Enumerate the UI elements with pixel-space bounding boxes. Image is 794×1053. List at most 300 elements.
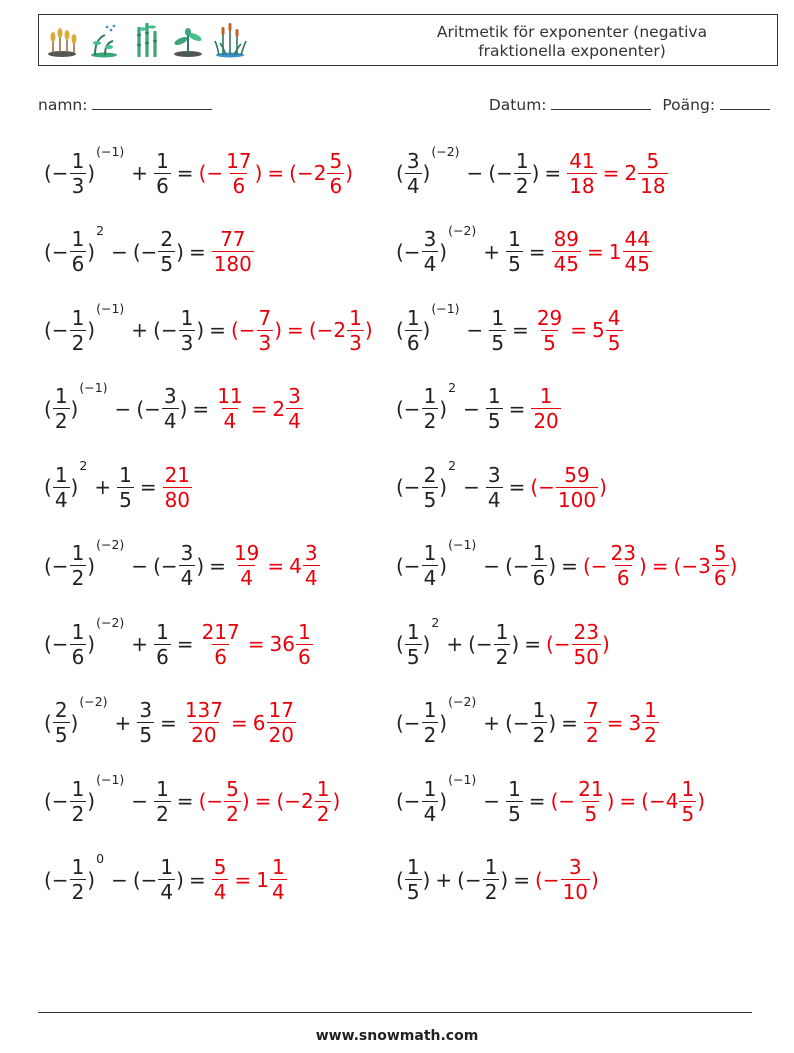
fraction [514, 148, 531, 198]
problem-row [44, 611, 774, 690]
numerator: 21 [578, 776, 604, 801]
exponent: (−1) [96, 144, 125, 159]
answer [211, 229, 255, 274]
answer [230, 305, 373, 355]
problem-4b [396, 376, 562, 442]
fraction [200, 619, 242, 669]
denominator: 20 [191, 723, 217, 747]
operator: − [466, 318, 484, 342]
name-field [38, 94, 212, 114]
numerator: 137 [184, 698, 223, 722]
denominator: 5 [681, 801, 695, 826]
expression-text: (− [198, 161, 224, 185]
header-box [38, 14, 778, 66]
fraction [232, 543, 261, 588]
numerator: 1 [54, 462, 68, 487]
numerator: 19 [233, 541, 260, 565]
numerator: 3 [180, 541, 194, 565]
expression-text: ) [422, 161, 431, 185]
numerator: 3 [423, 227, 437, 251]
exponent: (−2) [431, 144, 460, 159]
numerator: 1 [487, 384, 501, 408]
denominator: 10 [562, 880, 589, 904]
operator: = [561, 710, 578, 735]
expression-text: ( [396, 867, 404, 892]
expression-text: (− [198, 789, 224, 813]
expression-text: ) [439, 239, 448, 264]
fraction [70, 148, 87, 198]
exponent: (−1) [96, 301, 125, 316]
answer [566, 148, 668, 198]
numerator: 23 [610, 541, 636, 565]
expression-text: ) [332, 789, 341, 813]
operator: = [619, 789, 637, 813]
operator: = [209, 318, 226, 342]
operator: = [176, 161, 194, 185]
numerator: 1 [539, 384, 553, 408]
fraction [215, 386, 244, 431]
expression-text: ( [396, 318, 404, 342]
denominator: 5 [160, 252, 174, 276]
exponent: 2 [79, 458, 88, 473]
problem-2b [396, 219, 653, 285]
denominator: 6 [297, 644, 311, 669]
operator: + [114, 710, 132, 735]
operator: = [267, 553, 285, 578]
operator: = [160, 710, 177, 735]
operator: = [524, 632, 541, 656]
fraction [163, 462, 192, 512]
numerator: 1 [491, 305, 505, 330]
denominator: 50 [573, 644, 599, 669]
denominator: 2 [495, 644, 509, 669]
bamboo-icon [129, 21, 163, 59]
fraction [53, 700, 70, 745]
denominator: 5 [54, 723, 68, 747]
numerator: 1 [406, 305, 420, 330]
operator: = [544, 161, 562, 185]
denominator: 4 [271, 880, 285, 904]
numerator: 44 [624, 227, 650, 251]
operator: + [483, 710, 501, 735]
fraction [556, 462, 598, 512]
expression-text: ) [87, 239, 96, 264]
expression-text: ) [729, 553, 738, 578]
answer [211, 857, 288, 902]
denominator: 5 [406, 880, 420, 904]
problem-7a [44, 611, 314, 677]
problem-row [44, 690, 774, 769]
denominator: 5 [406, 644, 420, 669]
expression-text: (−2 [289, 161, 327, 185]
expression-text: 2 [272, 396, 286, 421]
fraction [154, 776, 171, 826]
answer [545, 619, 610, 669]
operator: − [483, 553, 501, 578]
title-line-1: Aritmetik för exponenter (negativa [436, 23, 708, 41]
answer [530, 386, 561, 431]
denominator: 2 [54, 409, 68, 433]
footer-divider [38, 1012, 752, 1013]
numerator: 17 [268, 698, 294, 722]
problem-row [44, 297, 774, 376]
expression-text: ) [87, 318, 96, 342]
operator: + [446, 632, 464, 656]
expression-text: (− [550, 789, 576, 813]
operator: = [528, 239, 546, 264]
numerator: 23 [573, 619, 599, 644]
fraction [552, 229, 581, 274]
expression-text: (− [468, 632, 493, 656]
expression-text: (− [44, 239, 69, 264]
denominator: 4 [160, 880, 174, 904]
expression-text: ) [601, 632, 610, 656]
expression-text: (− [132, 867, 158, 892]
denominator: 5 [508, 252, 521, 276]
numerator: 21 [164, 462, 191, 487]
operator: = [234, 867, 252, 892]
operator: + [94, 475, 112, 499]
answer [534, 305, 624, 355]
expression-text: ) [196, 553, 205, 578]
expression-text: ( [44, 710, 52, 735]
worksheet-title [407, 23, 737, 61]
fraction [405, 857, 422, 902]
numerator: 1 [271, 855, 285, 879]
operator: = [512, 318, 529, 342]
operator: = [602, 161, 620, 185]
expression-text: 1 [608, 239, 622, 264]
denominator: 6 [156, 173, 169, 198]
title-line-2: fraktionella exponenter) [478, 42, 666, 60]
fraction [506, 776, 523, 826]
denominator: 2 [585, 723, 599, 747]
expression-text: ) [548, 710, 557, 735]
expression-text: (− [396, 789, 421, 813]
numerator: 4 [607, 305, 621, 330]
operator: = [513, 867, 530, 892]
denominator: 4 [423, 252, 437, 276]
denominator: 4 [223, 409, 237, 433]
expression-text: ) [196, 318, 205, 342]
exponent: (−2) [79, 693, 108, 709]
fraction [405, 305, 422, 355]
denominator: 6 [232, 173, 246, 198]
numerator: 2 [54, 698, 68, 722]
denominator: 2 [532, 723, 546, 747]
expression-text: ) [87, 867, 96, 892]
expression-text: ) [439, 396, 448, 421]
fraction [531, 543, 548, 588]
numerator: 2 [160, 227, 174, 251]
expression-text: (− [153, 318, 178, 342]
denominator: 6 [713, 566, 727, 590]
fraction [535, 305, 564, 355]
operator: − [131, 789, 149, 813]
expression-text: (− [535, 867, 560, 892]
numerator: 1 [297, 619, 311, 644]
numerator: 29 [536, 305, 563, 330]
numerator: 1 [508, 227, 521, 251]
operator: + [131, 161, 149, 185]
expression-text: (− [505, 710, 530, 735]
operator: = [209, 553, 226, 578]
numerator: 1 [423, 384, 437, 408]
numerator: 1 [156, 619, 169, 644]
fraction [576, 776, 605, 826]
expression-text: ) [241, 789, 250, 813]
expression-text: ) [606, 789, 615, 813]
fraction [137, 700, 154, 745]
expression-text: ) [176, 239, 184, 264]
expression-text: (− [44, 318, 69, 342]
denominator: 2 [423, 409, 437, 433]
numerator: 3 [487, 462, 501, 487]
exponent: (−2) [96, 536, 125, 552]
numerator: 3 [163, 384, 177, 408]
answer [162, 462, 193, 512]
numerator: 1 [180, 305, 194, 330]
expression-text: (− [396, 553, 421, 578]
denominator: 18 [640, 173, 666, 198]
denominator: 6 [214, 644, 228, 669]
numerator: 5 [329, 148, 343, 173]
fraction [154, 148, 171, 198]
answer [198, 776, 341, 826]
expression-text: ) [422, 318, 431, 342]
exponent: 2 [96, 222, 105, 238]
numerator: 1 [406, 855, 420, 879]
expression-text: (− [545, 632, 571, 656]
expression-text: ) [500, 867, 509, 892]
fraction [642, 700, 659, 745]
expression-text: (− [44, 553, 69, 578]
denominator: 80 [164, 487, 191, 512]
numerator: 1 [515, 148, 529, 173]
denominator: 5 [584, 801, 598, 826]
expression-text: 3 [628, 710, 642, 735]
expression-text: ) [511, 632, 520, 656]
fraction [422, 543, 439, 588]
date-blank[interactable] [551, 94, 651, 110]
fraction [405, 148, 422, 198]
denominator: 2 [316, 801, 330, 826]
numerator: 3 [288, 384, 301, 408]
fraction [53, 462, 70, 512]
expression-text: (−2 [308, 318, 347, 342]
denominator: 2 [156, 801, 169, 826]
fraction [327, 148, 344, 198]
expression-text: ) [70, 475, 79, 499]
fraction [712, 543, 729, 588]
denominator: 2 [71, 801, 85, 826]
fraction [623, 229, 652, 274]
denominator: 6 [71, 644, 85, 669]
fraction [315, 776, 332, 826]
operator: + [435, 867, 453, 892]
fraction [267, 700, 296, 745]
problem-9b [396, 768, 705, 834]
fraction [70, 305, 87, 355]
exponent: (−1) [96, 772, 125, 787]
fraction [486, 386, 503, 431]
problem-9a [44, 768, 340, 834]
operator: = [176, 789, 194, 813]
fraction [183, 700, 225, 745]
answer [199, 619, 314, 669]
expression-text: ) [439, 553, 448, 578]
fraction [70, 857, 87, 902]
expression-text: ( [396, 632, 404, 656]
numerator: 77 [220, 227, 246, 251]
fraction [257, 305, 274, 355]
expression-text: (− [44, 161, 69, 185]
expression-text: ) [439, 710, 448, 735]
fraction [303, 543, 320, 588]
numerator: 11 [217, 384, 243, 408]
fraction [224, 776, 241, 826]
expression-text: (− [132, 239, 158, 264]
fraction [584, 700, 601, 745]
denominator: 100 [557, 487, 597, 512]
denominator: 2 [515, 173, 529, 198]
operator: = [254, 789, 272, 813]
denominator: 180 [213, 252, 252, 276]
expression-text: (− [396, 396, 421, 421]
exponent: 2 [431, 615, 440, 630]
expression-text: ) [179, 396, 188, 421]
name-blank[interactable] [92, 94, 212, 110]
reeds-icon [213, 21, 247, 59]
operator: = [192, 396, 210, 421]
exponent: 2 [448, 458, 457, 473]
denominator: 20 [268, 723, 294, 747]
denominator: 6 [532, 566, 546, 590]
denominator: 5 [423, 487, 437, 512]
fraction [70, 619, 87, 669]
problem-5b [396, 454, 607, 520]
fraction [609, 543, 638, 588]
denominator: 6 [329, 173, 343, 198]
expression-text: ) [531, 161, 540, 185]
fraction [561, 857, 590, 902]
denominator: 4 [54, 487, 68, 512]
problem-1b [396, 140, 669, 206]
fraction [286, 386, 303, 431]
operator: + [131, 318, 149, 342]
expression-text: ( [396, 161, 404, 185]
expression-text: ) [599, 475, 607, 499]
numerator: 1 [156, 776, 169, 801]
problem-5a [44, 454, 193, 520]
fraction [422, 386, 439, 431]
date-score-fields [489, 94, 770, 114]
problem-row [44, 219, 774, 298]
fraction [531, 386, 560, 431]
numerator: 5 [646, 148, 660, 173]
expression-text: 5 [592, 318, 605, 342]
fraction [158, 229, 175, 274]
denominator: 5 [607, 330, 621, 355]
numerator: 5 [713, 541, 727, 565]
problem-row [44, 533, 774, 612]
expression-text: 36 [269, 632, 295, 656]
denominator: 6 [616, 566, 630, 590]
expression-text: (− [153, 553, 178, 578]
operator: = [287, 318, 304, 342]
operator: = [561, 553, 578, 578]
numerator: 3 [406, 148, 420, 173]
problem-list [44, 140, 774, 925]
numerator: 1 [644, 698, 657, 722]
operator: = [570, 318, 588, 342]
answer [583, 700, 660, 745]
numerator: 1 [423, 541, 437, 565]
operator: − [111, 239, 128, 264]
expression-text: ) [697, 789, 705, 813]
operator: = [508, 396, 526, 421]
expression-text: 6 [252, 710, 266, 735]
operator: = [231, 710, 248, 735]
answer [198, 148, 353, 198]
expression-text: ) [274, 318, 283, 342]
numerator: 7 [585, 698, 599, 722]
expression-text: ) [176, 867, 184, 892]
expression-text: (− [44, 632, 69, 656]
operator: − [114, 396, 132, 421]
wheat-icon [45, 21, 79, 59]
denominator: 2 [226, 801, 239, 826]
score-blank[interactable] [720, 94, 770, 110]
fraction [422, 462, 439, 512]
operator: = [176, 632, 194, 656]
numerator: 89 [553, 227, 580, 251]
numerator: 1 [316, 776, 330, 801]
fraction [158, 857, 175, 902]
denominator: 2 [644, 723, 657, 747]
fraction [296, 619, 313, 669]
expression-text: (− [396, 710, 421, 735]
expression-text: (−4 [641, 789, 679, 813]
numerator: 2 [423, 462, 437, 487]
numerator: 59 [564, 462, 590, 487]
denominator: 4 [288, 409, 301, 433]
fraction [179, 305, 196, 355]
fraction [70, 229, 87, 274]
exponent: (−2) [448, 693, 477, 709]
denominator: 4 [163, 409, 177, 433]
denominator: 2 [484, 880, 498, 904]
numerator: 5 [226, 776, 239, 801]
expression-text: ) [439, 475, 448, 499]
denominator: 45 [624, 252, 650, 276]
fraction [606, 305, 623, 355]
problem-10a [44, 847, 288, 913]
problem-row [44, 768, 774, 847]
answer [182, 700, 297, 745]
fraction [567, 148, 596, 198]
fraction [347, 305, 364, 355]
numerator: 1 [54, 384, 68, 408]
footer-url[interactable]: www.snowmath.com [315, 1028, 479, 1044]
expression-text: (− [230, 318, 256, 342]
fraction [212, 229, 254, 274]
numerator: 1 [349, 305, 362, 330]
operator: − [131, 553, 149, 578]
fraction [422, 229, 439, 274]
exponent: (−1) [431, 301, 460, 316]
fraction [422, 776, 439, 826]
